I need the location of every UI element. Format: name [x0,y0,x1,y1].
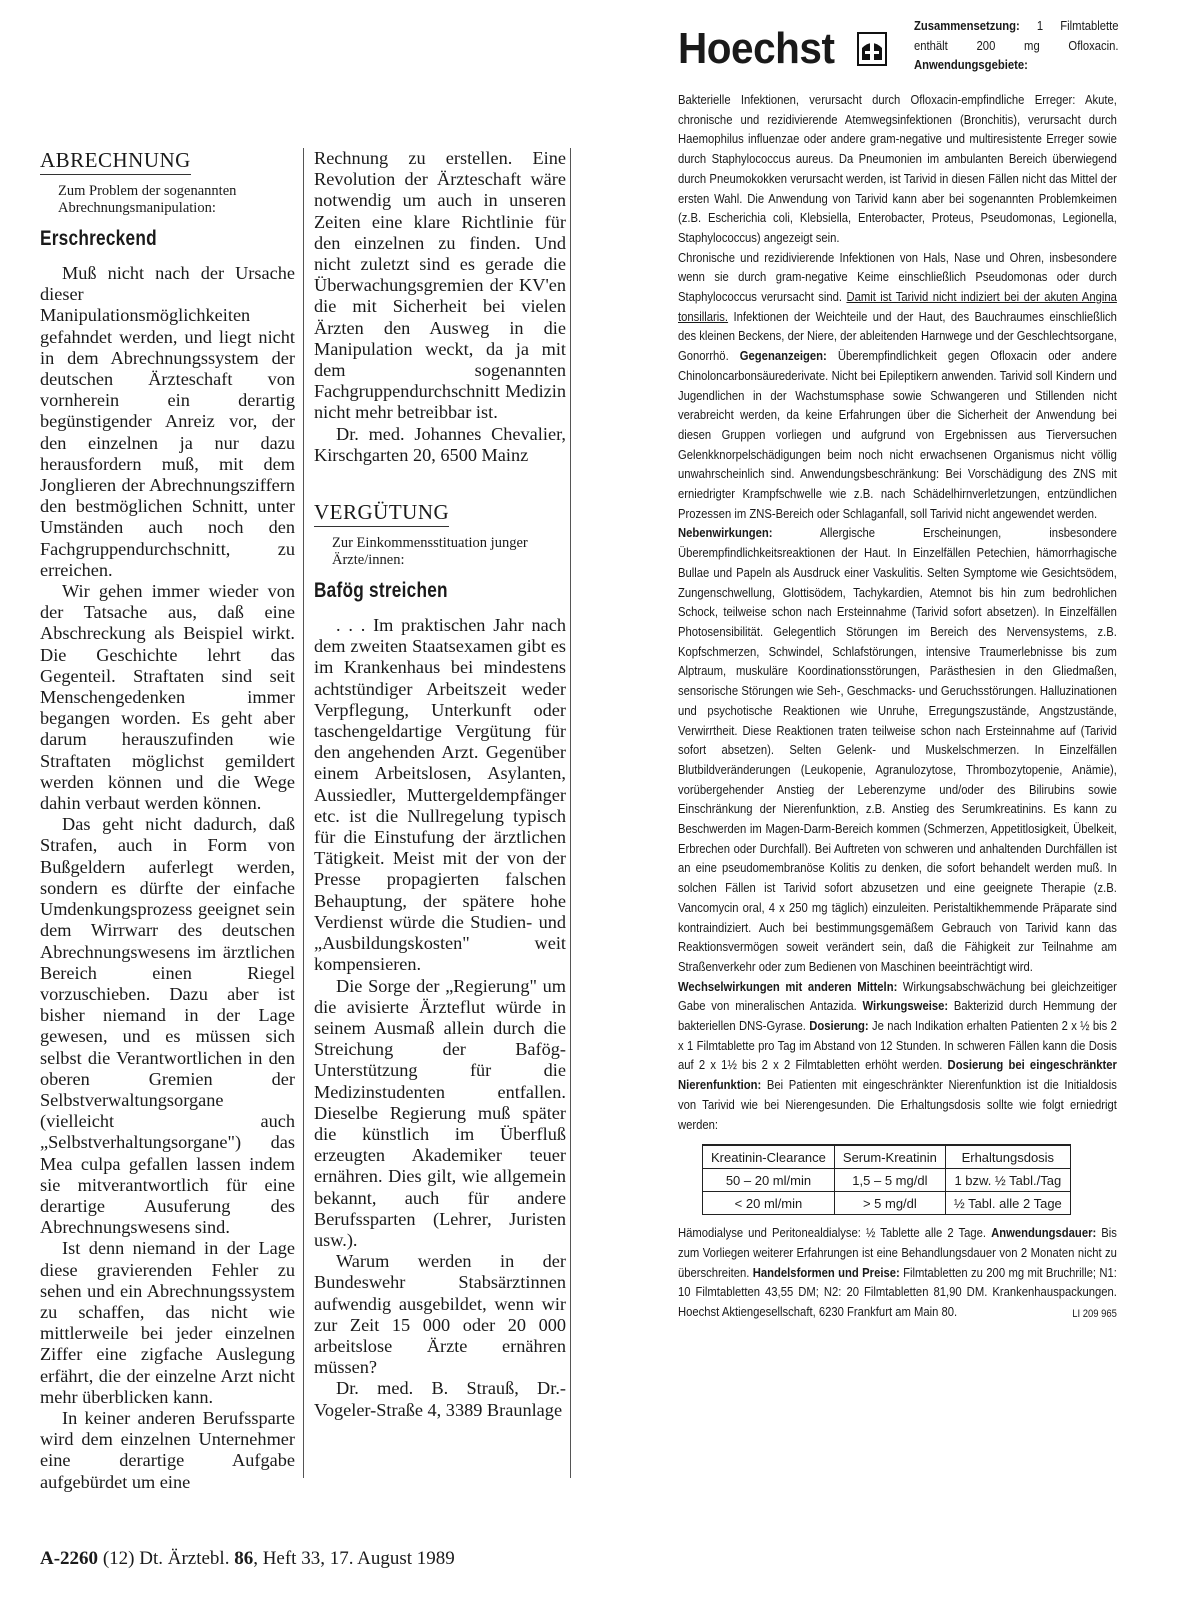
table-row: < 20 ml/min > 5 mg/dl ½ Tabl. alle 2 Tage [703,1192,1071,1215]
footer-volume: 86 [234,1548,254,1569]
article-headline: Bafög streichen [314,579,448,603]
hoechst-tower-emblem-icon [857,32,887,66]
side-effects: Nebenwirkungen: Allergische Erscheinungen, insbesondere Überempfindlichkeitsreaktionen der Haut. In Einzelfällen Petechien, hämorrhagische Bullae und Papeln als Ausdruck einer Vaskulitis. Selten Symptome wie Gesichtsödem, Zungenschwellung, Glottisödem, Tachykardien, Atemnot bis hin zum bedrohlichen Schock, teilweise schon nach Ersteinnahme (Tarivid sofort absetzen). In Einzelfällen Photosensibilität. Gelegentlich Störungen im Bereich des Nervensystems, z.B. Kopfschmerzen, Schwindel, Schlafstörungen, intensive Traumerlebnisse bis zum Alptraum, muskuläre Koordinationsstörungen, Parästhesien in den Gliedmaßen, sensorische Störungen wie Seh-, Geschmacks- und Geruchsstörungen. Halluzinationen und psychotische Reaktionen wie Unruhe, Erregungszustände, Angstzustände, Verwirrtheit. Diese Reaktionen traten teilweise schon nach Ersteinnahme auf (Tarivid sofort absetzen). Selten Gelenk- und Muskelschmerzen. In Einzelfällen Blutbildveränderungen (Leukopenie, Agranulozytose, Thrombozytopenie, Anämie), vorübergehender Anstieg der Leberenzyme und/oder des Bilirubins sowie Einschränkung der Nierenfunktion, z.B. Anstieg des Serumkreatinins. Es kann zu Beschwerden im Magen-Darm-Bereich kommen (Schmerzen, Appetitlosigkeit, Übelkeit, Erbrechen oder Durchfall). Bei Auftreten von schweren und anhaltenden Durchfällen ist an eine pseudomembranöse Kolitis zu denken, die sofort behandelt werden muß. In solchen Fällen ist Tarivid sofort abzusetzen und eine geeignete Therapie (z.B. Vancomycin oral, 4 x 250 mg täglich) einzuleiten. Peristaltikhemmende Präparate sind kontraindiziert. Auch bei bestimmungsgemäßem Gebrauch von Tarivid kann das Reaktionsvermögen soweit verändert sein, daß die Fähigkeit zur Teilnahme am Straßenverkehr oder zum Bedienen von Maschinen beeinträchtigt wird. [678,525,1117,974]
paragraph: Die Sorge der „Regierung" um die avisierte Ärzteflut würde in seinem Ausmaß allein durch die Streichung der Bafög-Unterstützung für die Medizinstudenten entfallen. Dieselbe Regierung muß später die künstlich im Überfluß erzeugten Akademiker teuer ernähren. Dies gilt, wie allgemein bekannt, auch für andere Berufssparten (Lehrer, Juristen usw.). [314,975,566,1250]
table-row: 50 – 20 ml/min 1,5 – 5 mg/dl 1 bzw. ½ Tabl./Tag [703,1169,1071,1192]
article-intro: Zum Problem der sogenannten Abrechnungsmanipulation: [58,183,237,216]
underlined-note: Damit ist Tarivid nicht indiziert bei der akuten Angina tonsillaris. [678,289,1117,324]
paragraph: In keiner anderen Berufssparte wird dem einzelnen Unternehmer eine derartige Aufgabe aufgebürdet um eine [40,1407,295,1492]
article-continuation [314,148,566,466]
brand-logo: Hoechst [678,24,835,73]
article-intro: Zur Einkommensstituation junger Ärzte/innen: [332,535,528,569]
article-headline: Erschreckend [40,227,157,250]
article-body [314,615,566,1421]
column-header: Kreatinin-Clearance [703,1145,835,1169]
column-divider [303,148,304,1478]
left-letter-column [40,148,295,1493]
column-header: Serum-Kreatinin [834,1145,945,1169]
page-footer [40,1548,455,1570]
middle-letter-column [314,148,566,1421]
rubric-verguetung: VERGÜTUNG [314,500,449,527]
indications: Bakterielle Infektionen, verursacht durch Ofloxacin-empfindliche Erreger: Akute, chronische und rezidivierende Atemwegsinfektionen (Bronchitis), verursacht durch Haemophilus influenzae oder andere gram-negative und multiresistente Erreger sowie durch Staphylococcus aureus. Da Pneumonien im ambulanten Bereich überwiegend durch Pneumokokken verursacht werden, ist Tarivid in diesen Fällen nicht das Mittel der ersten Wahl. Die Anwendung von Tarivid kann aber bei sogenannten Problemkeimen (z.B. Escherichia coli, Klebsiella, Enterobacter, Proteus, Pseudomonas, Legionella, Staphylococcus) angezeigt sein. [678,92,1117,245]
ad-header [678,14,1118,80]
hoechst-advertisement [678,14,1118,1325]
paragraph: Muß nicht nach der Ursache dieser Manipulationsmöglichkeiten gefahndet werden, und liegt nicht in dem Abrechnungssystem der deutschen Ärzteschaft von vornherein ein derartig begünstigender Anreiz vor, der den einzelnen ja nur dazu herausfordern muß, mit dem Jonglieren der Abrechnungsziffern den bestmöglichen Schnitt, unter Umständen auch noch den Fachgruppendurchschnitt, zu erreichen. [40,263,295,580]
composition-block: Zusammensetzung: 1 Filmtablette enthält 200 mg Ofloxacin. Anwendungsgebiete: [914,18,1119,73]
dosage-table [702,1144,1071,1215]
signature: Dr. med. B. Strauß, Dr.-Vogeler-Straße 4, 3389 Braunlage [314,1378,566,1420]
column-header: Erhaltungsdosis [945,1145,1070,1169]
paragraph: Wir gehen immer wieder von der Tatsache aus, daß eine Abschreckung als Beispiel wirkt. Die Geschichte lehrt das Gegenteil. Straftaten sind seit Menschengedenken immer begangen worden. Es geht aber darum herauszufinden wie Straftaten möglichst gemildert werden können und die Wege dahin verbaut werden können. [40,581,295,814]
column-divider [570,148,571,1478]
ad-reference-code: LI 209 965 [1072,1308,1117,1321]
article-body [40,263,295,1493]
paragraph: Rechnung zu erstellen. Eine Revolution der Ärzteschaft wäre notwendig um auch in unseren Zeiten eine klare Richtlinie für den einzelnen zu finden. Und nicht zuletzt sind es gerade die Überwachungsgremien der KV'en die mit Sicherheit bei vielen Ärzten den Ausweg in die Manipulation weckt, da ja mit dem sogenannten Fachgruppendurchschnitt Medizin nicht mehr betreibbar ist. [314,148,566,423]
footer-issue-date: , Heft 33, 17. August 1989 [253,1548,455,1569]
rubric-abrechnung: ABRECHNUNG [40,148,191,175]
paragraph: Warum werden in der Bundeswehr Stabsärztinnen aufwendig ausgebildet, wenn wir zur Zeit 15 000 oder 20 000 arbeitslose Ärzte ernähren müssen? [314,1251,566,1378]
interactions-dosage: Wechselwirkungen mit anderen Mitteln: Wirkungsabschwächung bei gleichzeitiger Gabe von mineralischen Antazida. Wirkungsweise: Bakterizid durch Hemmung der bakteriellen DNS-Gyrase. Dosierung: Je nach Indikation erhalten Patienten 2 x ½ bis 2 x 1 Filmtablette pro Tag im Abstand von 12 Stunden. In schweren Fällen kann die Dosis auf 2 x 1½ bis 2 x 2 Filmtabletten erhöht werden. Dosierung bei eingeschränkter Nierenfunktion: Bei Patienten mit eingeschränkter Nierenfunktion ist die Initialdosis von Tarivid wie bei Nierengesunden. Die Erhaltungsdosis sollte wie folgt erniedrigt werden: [678,978,1117,1132]
paragraph: Ist denn niemand in der Lage diese gravierenden Fehler zu sehen und ein Abrechnungssystem zu schaffen, das nicht wie mittlerweile bei jeder einzelnen Ziffer eine zigfache Auslegung erfährt, die der einzelne Arzt nicht mehr überblicken kann. [40,1238,295,1407]
page-number: A-2260 [40,1548,99,1569]
paragraph: Das geht nicht dadurch, daß Strafen, auch in Form von Bußgeldern auferlegt werden, sondern es dürfte der einfache Umdenkungsprozess geeignet sein dem Wirrwarr des deutschen Abrechnungswesens im ärztlichen Bereich einen Riegel vorzuschieben. Dazu aber ist bisher niemand in der Lage gewesen, und es müssen sich selbst die Verantwortlichen in den oberen Gremien der Selbstverwaltungsorgane (vielleicht auch „Selbstverhaltungsorgane") das Mea culpa gefallen lassen indem sie mitverantwortlich für eine derartige Ausuferung des Abrechnungswesens sind. [40,814,295,1238]
paragraph: . . . Im praktischen Jahr nach dem zweiten Staatsexamen gibt es im Krankenhaus bei mindestens achtstündiger Arbeitszeit weder Verpflegung, Unterkunft oder taschengeldartige Vergütung für den angehenden Arzt. Gegenüber einem Arbeitslosen, Asylanten, Aussiedler, Muttergeldempfänger etc. ist die Nullregelung typisch für die Einstufung der ärztlichen Tätigkeit. Meist mit der von der Presse propagierten falschen Behauptung, der spätere hohe Verdienst würde die Studien- und „Ausbildungskosten" weit kompensieren. [314,615,566,975]
signature: Dr. med. Johannes Chevalier, Kirschgarten 20, 6500 Mainz [314,423,566,465]
dialysis-duration-packaging: Hämodialyse und Peritonealdialyse: ½ Tablette alle 2 Tage. Anwendungsdauer: Bis zum Vorliegen weiterer Erfahrungen ist eine Behandlungsdauer von 2 Monaten nicht zu überschreiten. Handelsformen und Preise: Filmtabletten zu 200 mg mit Bruchrille; N1: 10 Filmtabletten 43,55 DM; N2: 20 Filmtabletten 81,90 DM. Krankenhauspackungen. Hoechst Aktiengesellschaft, 6230 Frankfurt am Main 80. LI 209 965 [678,1223,1117,1322]
table-header-row [703,1145,1071,1169]
footer-journal: (12) Dt. Ärztebl. [102,1548,230,1569]
indications-continued: Chronische und rezidivierende Infektionen von Hals, Nase und Ohren, insbesondere wenn sie durch gram-negative Keime einschließlich Pseudomonas oder durch Staphylococcus verursacht sind. Damit ist Tarivid nicht indiziert bei der akuten Angina tonsillaris. Infektionen der Weichteile und der Haut, des Bauchraumes einschließlich des kleinen Beckens, der Niere, der ableitenden Harnwege und der Geschlechtsorgane, Gonorrhö. Gegenanzeigen: Überempfindlichkeit gegen Ofloxacin oder andere Chinoloncarbonsäurederivate. Nicht bei Epileptikern anwenden. Tarivid soll Kindern und Jugendlichen in der Wachstumsphase sowie Schwangeren und Stillenden nicht verabreicht werden, da keine Erfahrungen über die Sicherheit der Anwendung bei diesen Gruppen vorliegen und aufgrund von Ergebnissen aus Tierversuchen Gelenkknorpelschädigungen beim noch nicht erwachsenen Organismus nicht völlig unwahrscheinlich sind. Anwendungsbeschränkung: Bei Vorschädigung des ZNS mit erniedrigter Krampfschwelle wie z.B. nach Schädelhirnverletzungen, entzündlichen Prozessen im ZNS-Bereich oder Schlaganfall, soll Tarivid nicht angewendet werden. [678,249,1117,521]
